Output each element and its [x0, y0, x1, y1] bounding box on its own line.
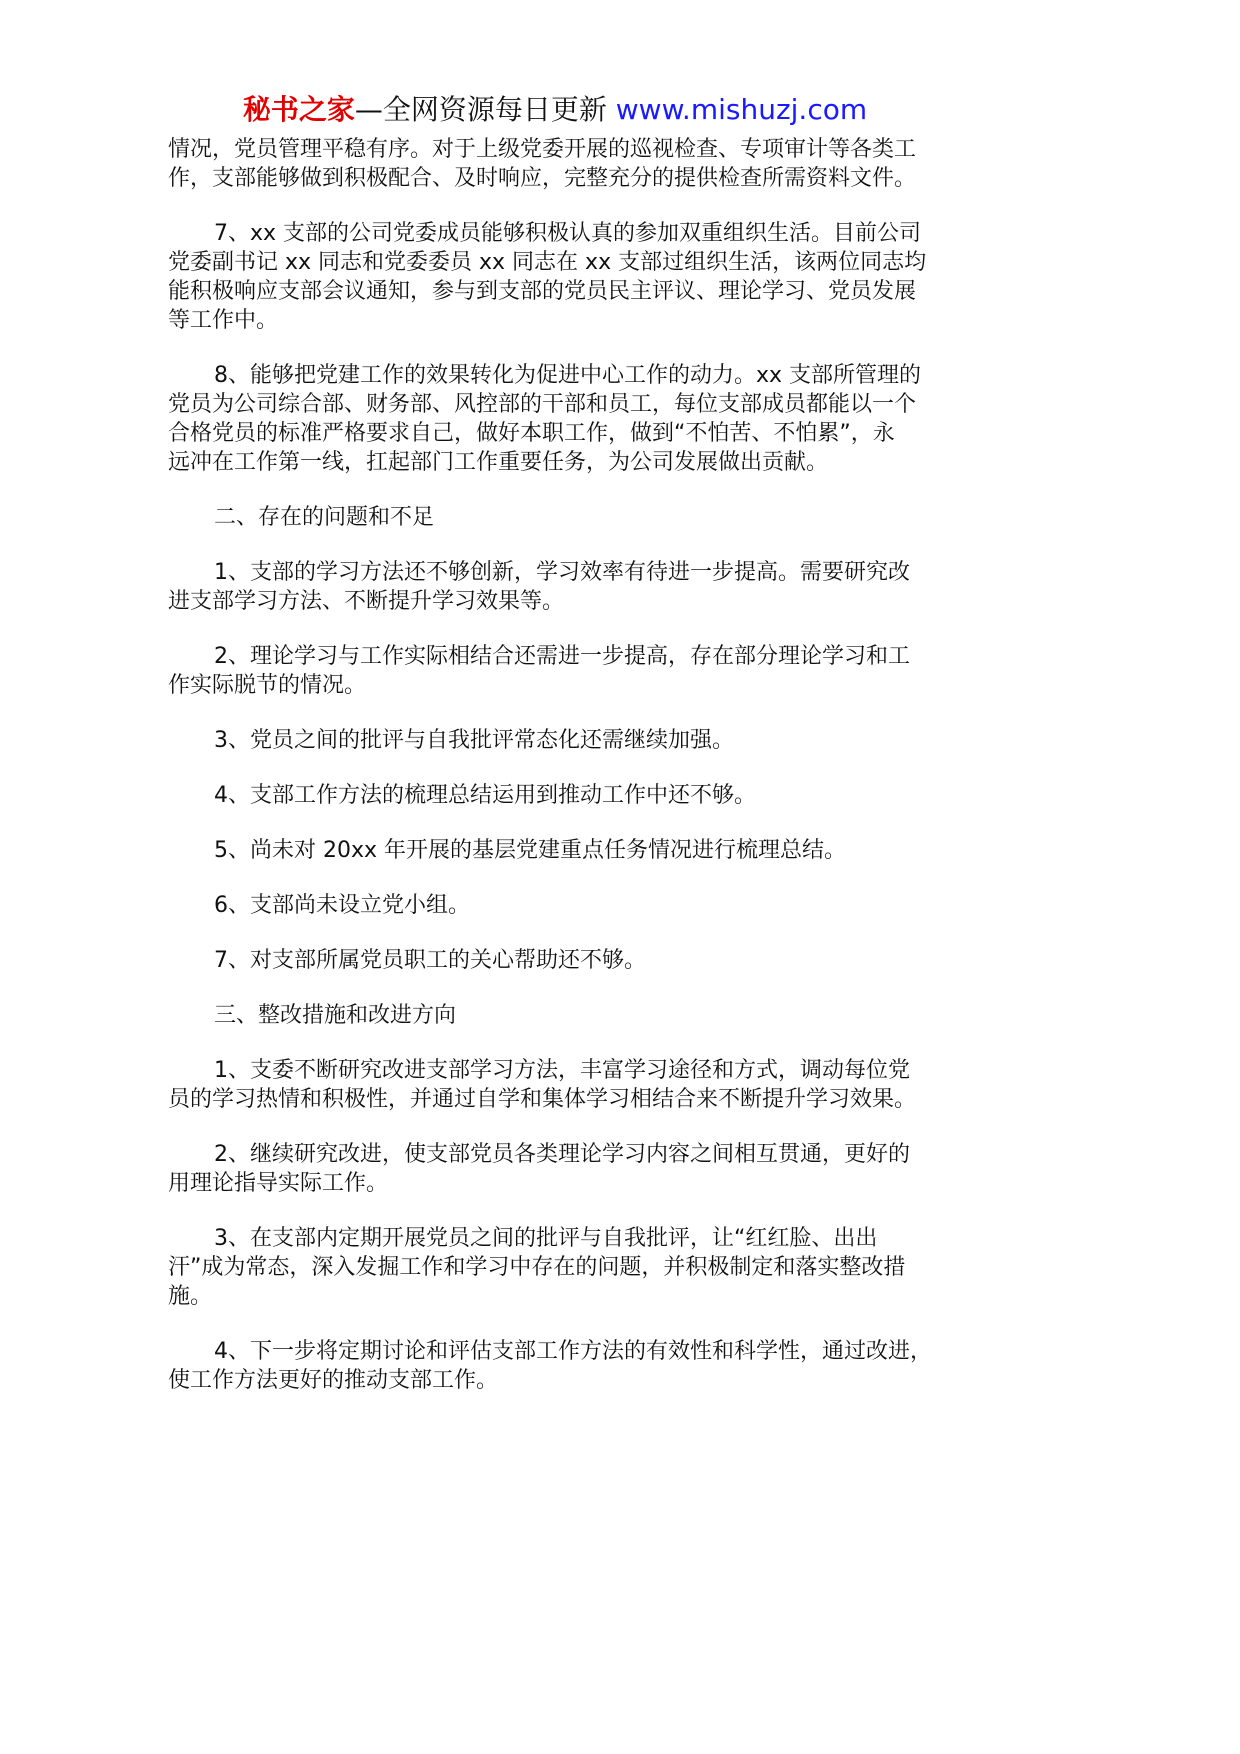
brand-name: 秘书之家: [242, 93, 355, 126]
paragraph: [168, 726, 938, 755]
text-line: 1、支部的学习方法还不够创新，学习效率有待进一步提高。需要研究改: [214, 560, 910, 585]
paragraph: [168, 1224, 938, 1311]
text-line: 远冲在工作第一线，扛起部门工作重要任务，为公司发展做出贡献。: [168, 450, 829, 475]
text-line: 施。: [168, 1284, 213, 1309]
text-line: 能积极响应支部会议通知，参与到支部的党员民主评议、理论学习、党员发展: [168, 279, 917, 304]
document-body: [168, 135, 938, 1421]
paragraph: [168, 1337, 938, 1395]
paragraph: [168, 219, 938, 335]
text-line: 4、下一步将定期讨论和评估支部工作方法的有效性和科学性，通过改进，: [214, 1339, 932, 1364]
site-url-link[interactable]: www.mishuzj.com: [615, 93, 868, 126]
text-line: 进支部学习方法、不断提升学习效果等。: [168, 589, 565, 614]
text-line: 6、支部尚未设立党小组。: [214, 893, 470, 918]
text-line: 1、支委不断研究改进支部学习方法，丰富学习途径和方式，调动每位党: [214, 1058, 910, 1083]
text-line: 党员为公司综合部、财务部、风控部的干部和员工，每位支部成员都能以一个: [168, 392, 917, 417]
paragraph: [168, 135, 938, 193]
paragraph: [168, 836, 938, 865]
paragraph: [168, 558, 938, 616]
text-line: 汗”成为常态，深入发掘工作和学习中存在的问题，并积极制定和落实整改措: [168, 1255, 906, 1280]
paragraph: [168, 781, 938, 810]
paragraph: [168, 503, 938, 532]
paragraph: [168, 642, 938, 700]
text-line: 7、对支部所属党员职工的关心帮助还不够。: [214, 948, 646, 973]
site-header: [0, 92, 1110, 128]
paragraph: [168, 891, 938, 920]
text-line: 作，支部能够做到积极配合、及时响应，完整充分的提供检查所需资料文件。: [168, 166, 917, 191]
text-line: 8、能够把党建工作的效果转化为促进中心工作的动力。xx 支部所管理的: [214, 363, 922, 388]
text-line: 用理论指导实际工作。: [168, 1171, 389, 1196]
text-line: 合格党员的标准严格要求自己，做好本职工作，做到“不怕苦、不怕累”，永: [168, 421, 895, 446]
paragraph: [168, 1140, 938, 1198]
text-line: 4、支部工作方法的梳理总结运用到推动工作中还不够。: [214, 783, 756, 808]
text-line: 党委副书记 xx 同志和党委委员 xx 同志在 xx 支部过组织生活，该两位同志均: [168, 250, 927, 275]
text-line: 员的学习热情和积极性，并通过自学和集体学习相结合来不断提升学习效果。: [168, 1087, 917, 1112]
text-line: 情况，党员管理平稳有序。对于上级党委开展的巡视检查、专项审计等各类工: [168, 137, 917, 162]
paragraph: [168, 1056, 938, 1114]
paragraph: [168, 361, 938, 477]
header-tagline: —全网资源每日更新: [354, 93, 616, 126]
text-line: 3、在支部内定期开展党员之间的批评与自我批评，让“红红脸、出出: [214, 1226, 878, 1251]
paragraph: [168, 1001, 938, 1030]
text-line: 使工作方法更好的推动支部工作。: [168, 1368, 499, 1393]
text-line: 5、尚未对 20xx 年开展的基层党建重点任务情况进行梳理总结。: [214, 838, 847, 863]
text-line: 2、继续研究改进，使支部党员各类理论学习内容之间相互贯通，更好的: [214, 1142, 910, 1167]
text-line: 三、整改措施和改进方向: [214, 1003, 457, 1028]
text-line: 2、理论学习与工作实际相结合还需进一步提高，存在部分理论学习和工: [214, 644, 910, 669]
text-line: 等工作中。: [168, 308, 279, 333]
paragraph: [168, 946, 938, 975]
text-line: 7、xx 支部的公司党委成员能够积极认真的参加双重组织生活。目前公司: [214, 221, 922, 246]
text-line: 3、党员之间的批评与自我批评常态化还需继续加强。: [214, 728, 734, 753]
text-line: 作实际脱节的情况。: [168, 673, 367, 698]
text-line: 二、存在的问题和不足: [214, 505, 435, 530]
